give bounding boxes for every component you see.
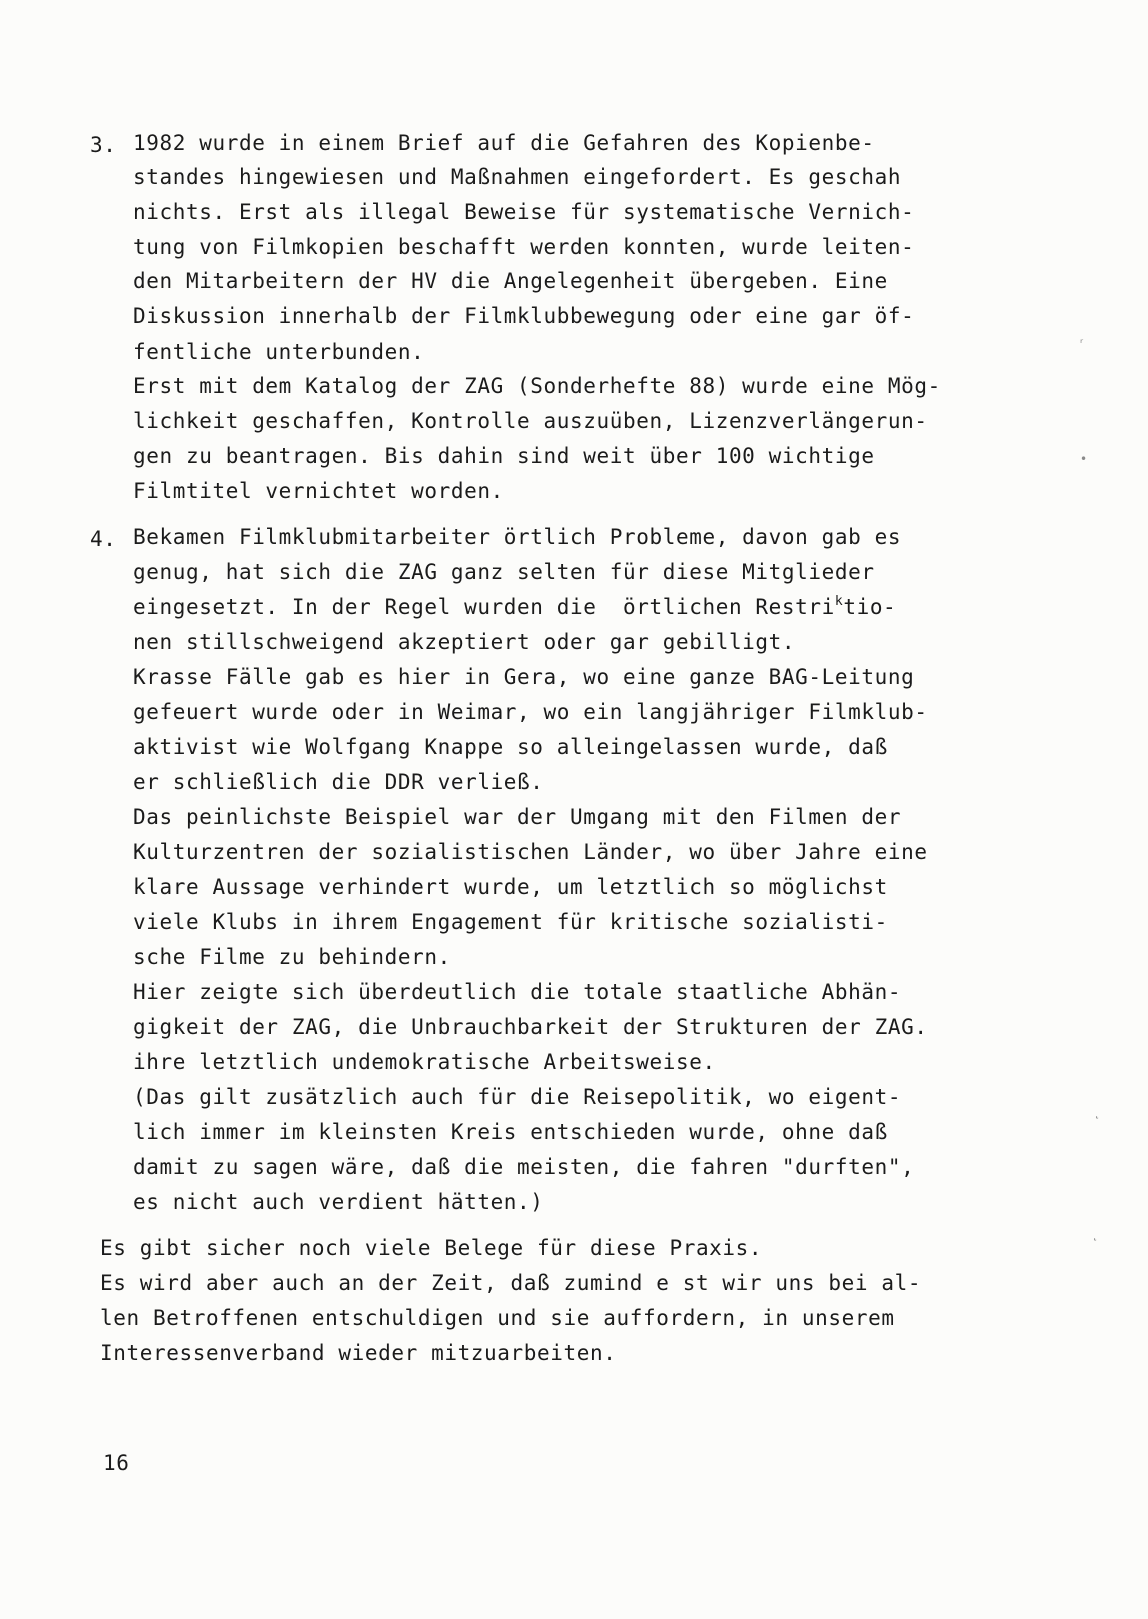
item-3-line: Erst mit dem Katalog der ZAG (Sonderhefte 88) wurde eine Mög- (133, 374, 941, 398)
closing-line: Es gibt sicher noch viele Belege für diese Praxis. (100, 1236, 763, 1260)
item-3-line: tung von Filmkopien beschafft werden konnten, wurde leiten- (133, 235, 915, 259)
scan-speck: ˛ (1094, 1105, 1100, 1119)
item-4-line: (Das gilt zusätzlich auch für die Reisepolitik, wo eigent- (133, 1085, 902, 1109)
item-4-line: sche Filme zu behindern. (133, 945, 451, 969)
item-4-line: gefeuert wurde oder in Weimar, wo ein langjähriger Filmklub- (133, 700, 928, 724)
superscript-correction: k (834, 594, 844, 609)
scan-speck: ˛ (1092, 1227, 1098, 1241)
scan-speck: • (1080, 452, 1088, 466)
item-4-line-part: tio- (843, 595, 897, 619)
item-4-line: aktivist wie Wolfgang Knappe so alleingelassen wurde, daß (133, 735, 888, 759)
item-4-line: ihre letztlich undemokratische Arbeitsweise. (133, 1050, 716, 1074)
page-number: 16 (103, 1451, 130, 1475)
item-4-line: lich immer im kleinsten Kreis entschieden wurde, ohne daß (133, 1120, 888, 1144)
item-3-number: 3. (90, 133, 117, 157)
item-4-line: Das peinlichste Beispiel war der Umgang mit den Filmen der (133, 805, 902, 829)
item-4-line-part: eingesetzt. In der Regel wurden die örtlichen Restri (133, 595, 835, 619)
item-3-line: Diskussion innerhalb der Filmklubbewegung oder eine gar öf- (133, 304, 915, 328)
item-3-line: Filmtitel vernichtet worden. (133, 479, 504, 503)
item-4-number: 4. (90, 527, 117, 551)
item-3-line: den Mitarbeitern der HV die Angelegenheit übergeben. Eine (133, 269, 888, 293)
item-4-line: klare Aussage verhindert wurde, um letztlich so möglichst (133, 875, 888, 899)
scan-speck: ʳ (1080, 336, 1084, 350)
closing-line: Interessenverband wieder mitzuarbeiten. (100, 1341, 617, 1365)
item-4-line: viele Klubs in ihrem Engagement für kritische sozialisti- (133, 910, 888, 934)
item-4-line: gigkeit der ZAG, die Unbrauchbarkeit der Strukturen der ZAG. (133, 1015, 928, 1039)
item-3-line: lichkeit geschaffen, Kontrolle auszuüben, Lizenzverlängerun- (133, 409, 928, 433)
item-3-line: standes hingewiesen und Maßnahmen eingefordert. Es geschah (133, 165, 902, 189)
item-4-line: Kulturzentren der sozialistischen Länder, wo über Jahre eine (133, 840, 928, 864)
item-4-line: es nicht auch verdient hätten.) (133, 1190, 544, 1214)
item-3-line: 1982 wurde in einem Brief auf die Gefahren des Kopienbe- (133, 131, 875, 155)
closing-line: Es wird aber auch an der Zeit, daß zumind e st wir uns bei al- (100, 1271, 922, 1295)
item-3-line: gen zu beantragen. Bis dahin sind weit über 100 wichtige (133, 444, 875, 468)
item-3-line: fentliche unterbunden. (133, 340, 425, 364)
item-4-line: Bekamen Filmklubmitarbeiter örtlich Probleme, davon gab es (133, 525, 902, 549)
item-4-line: genug, hat sich die ZAG ganz selten für diese Mitglieder (133, 560, 875, 584)
item-4-line: Krasse Fälle gab es hier in Gera, wo eine ganze BAG-Leitung (133, 665, 915, 689)
item-3-line: nichts. Erst als illegal Beweise für systematische Vernich- (133, 200, 915, 224)
item-4-line: er schließlich die DDR verließ. (133, 770, 544, 794)
closing-line: len Betroffenen entschuldigen und sie auffordern, in unserem (100, 1306, 895, 1330)
item-4-line: nen stillschweigend akzeptiert oder gar gebilligt. (133, 630, 796, 654)
item-4-line: Hier zeigte sich überdeutlich die totale staatliche Abhän- (133, 980, 902, 1004)
item-4-line (133, 595, 896, 619)
item-4-line: damit zu sagen wäre, daß die meisten, die fahren "durften", (133, 1155, 915, 1179)
